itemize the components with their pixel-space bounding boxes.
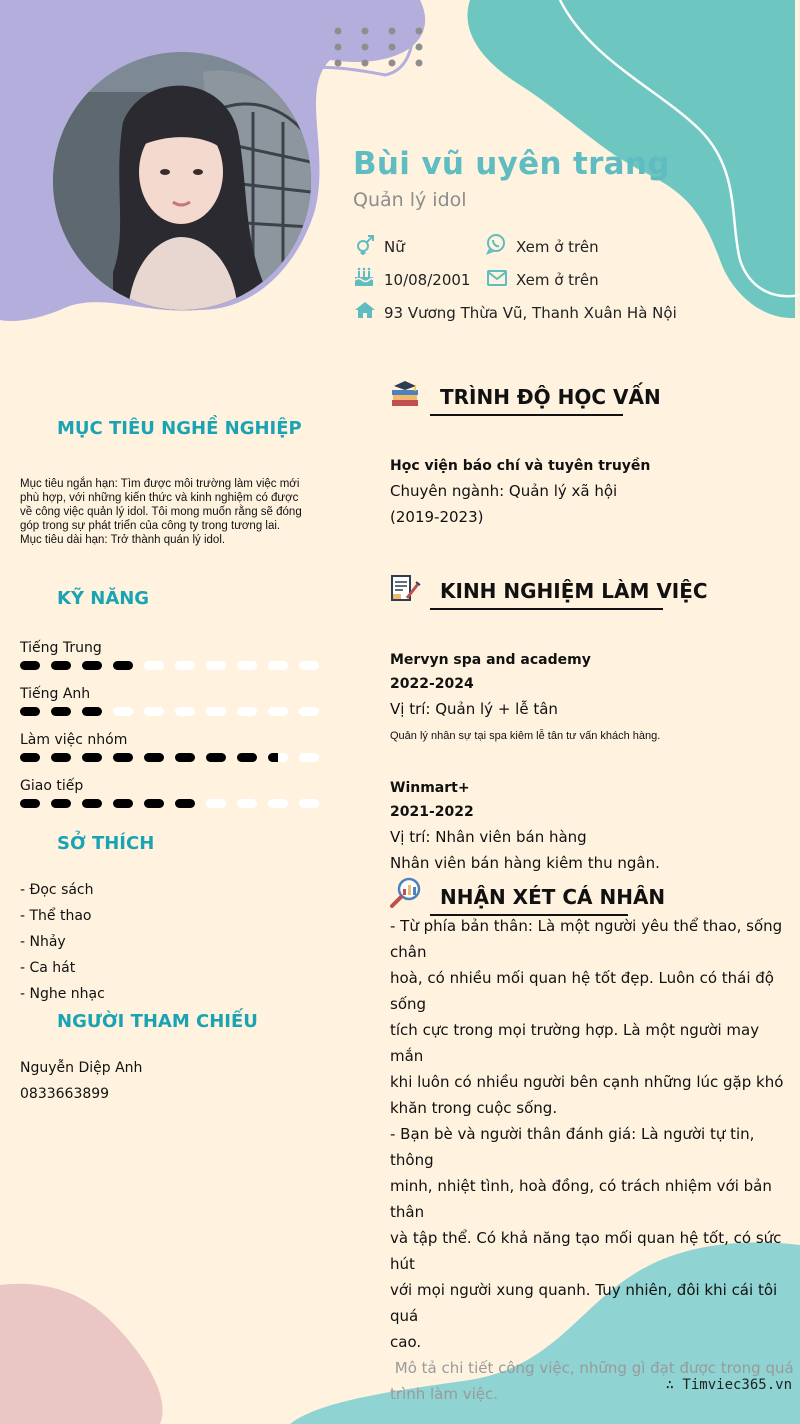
skill-dash	[51, 753, 71, 762]
skill-dash	[268, 707, 288, 716]
skill-dash	[20, 661, 40, 670]
skill-dash	[144, 799, 164, 808]
skill-bar	[20, 753, 320, 763]
hobby-item: - Ca hát	[20, 960, 76, 976]
self-review-line: tích cực trong mọi trường hợp. Là một người may mắn	[390, 1021, 760, 1065]
skill-dash	[237, 707, 257, 716]
skill-dash	[206, 753, 226, 762]
skill-dash	[175, 799, 195, 808]
skill-dash	[175, 661, 195, 670]
hobby-item: - Nghe nhạc	[20, 986, 105, 1002]
education-school: Học viện báo chí và tuyên truyền	[390, 458, 651, 474]
skill-name: Làm việc nhóm	[20, 732, 128, 748]
skill-bar	[20, 707, 320, 717]
self-review-heading: NHẬN XÉT CÁ NHÂN	[440, 885, 666, 909]
job-company: Mervyn spa and academy	[390, 652, 591, 668]
education-major: Chuyên ngành: Quản lý xã hội	[390, 482, 618, 500]
reference-name: Nguyễn Diệp Anh	[20, 1060, 143, 1076]
skill-dash	[113, 753, 133, 762]
skill-dash	[51, 799, 71, 808]
watermark: ∴ Timviec365.vn	[665, 1377, 792, 1393]
self-review-line: - Từ phía bản thân: Là một người yêu thể thao, sống chân	[390, 917, 783, 961]
skill-bar	[20, 661, 320, 671]
skill-dash	[268, 753, 288, 762]
self-review-text	[390, 913, 794, 1407]
career-goal-line: góp trong sự phát triển của công ty trong tương lai.	[20, 520, 281, 532]
self-review-line: và tập thể. Có khả năng tạo mối quan hệ tốt, có sức hút	[390, 1229, 782, 1273]
job-position: Vị trí: Nhân viên bán hàng	[390, 828, 587, 846]
skills-heading: KỸ NĂNG	[57, 588, 150, 609]
references-heading: NGƯỜI THAM CHIẾU	[57, 1011, 258, 1032]
skill-dash	[299, 799, 319, 808]
career-goal-line: về công việc quản lý idol. Tôi mong muốn rằng sẽ đóng	[20, 506, 302, 518]
references-block	[20, 1055, 142, 1107]
skill-dash	[237, 799, 257, 808]
job-period: 2022-2024	[390, 676, 474, 692]
hobbies-list	[20, 877, 105, 1007]
skill-dash	[51, 707, 71, 716]
reference-phone: 0833663899	[20, 1086, 110, 1102]
candidate-name: Bùi vũ uyên trang	[353, 146, 670, 182]
career-goal-line: Mục tiêu ngắn hạn: Tìm được môi trường làm việc mới	[20, 478, 300, 490]
job-period: 2021-2022	[390, 804, 474, 820]
birthday-cake-icon	[353, 266, 375, 288]
email-envelope-icon	[486, 267, 508, 289]
skill-dash	[144, 707, 164, 716]
career-goal-heading: MỤC TIÊU NGHỀ NGHIỆP	[57, 418, 302, 439]
career-goal-line: Mục tiêu dài hạn: Trở thành quán lý idol.	[20, 534, 226, 546]
skill-dash	[206, 707, 226, 716]
skill-dash	[175, 707, 195, 716]
self-review-placeholder: trình làm việc.	[390, 1385, 499, 1403]
address-value: 93 Vương Thừa Vũ, Thanh Xuân Hà Nội	[384, 304, 677, 322]
experience-heading: KINH NGHIỆM LÀM VIỆC	[440, 579, 708, 603]
skill-dash	[82, 753, 102, 762]
email-value: Xem ở trên	[516, 271, 599, 289]
skill-dash	[20, 799, 40, 808]
skill-dash	[268, 799, 288, 808]
hobby-item: - Đọc sách	[20, 882, 94, 898]
education-heading-underline	[430, 414, 623, 416]
self-review-line: minh, nhiệt tình, hoà đồng, có trách nhiệm với bản thân	[390, 1177, 772, 1221]
skill-name: Tiếng Trung	[20, 640, 102, 656]
skill-dash	[20, 707, 40, 716]
hobby-item: - Thể thao	[20, 908, 92, 924]
education-period: (2019-2023)	[390, 508, 484, 526]
skill-dash	[299, 753, 319, 762]
gender-icon	[354, 234, 376, 256]
skill-dash	[206, 799, 226, 808]
self-review-line: với mọi người xung quanh. Tuy nhiên, đôi khi cái tôi quá	[390, 1281, 778, 1325]
career-goal-text	[20, 477, 330, 547]
skill-dash	[82, 799, 102, 808]
skill-dash	[82, 661, 102, 670]
job-company: Winmart+	[390, 780, 470, 796]
self-review-line: cao.	[390, 1333, 422, 1351]
graduation-books-icon	[389, 378, 421, 410]
avatar	[53, 52, 311, 310]
skill-dash	[144, 753, 164, 762]
experience-heading-underline	[430, 608, 663, 610]
skill-dash	[237, 661, 257, 670]
candidate-title: Quản lý idol	[353, 189, 467, 211]
skill-dash	[113, 799, 133, 808]
skill-dash	[237, 753, 257, 762]
skill-dash	[206, 661, 226, 670]
skill-dash	[268, 661, 288, 670]
education-heading: TRÌNH ĐỘ HỌC VẤN	[440, 385, 661, 409]
skill-dash	[20, 753, 40, 762]
pink-blob	[0, 1284, 163, 1424]
job-description: Nhân viên bán hàng kiêm thu ngân.	[390, 854, 660, 872]
work-document-icon	[389, 572, 421, 604]
magnifier-chart-icon	[389, 877, 421, 909]
skill-name: Giao tiếp	[20, 778, 84, 794]
self-review-line: khăn trong cuộc sống.	[390, 1099, 558, 1117]
job-position: Vị trí: Quản lý + lễ tân	[390, 700, 558, 718]
skill-dash	[299, 661, 319, 670]
skill-dash	[113, 661, 133, 670]
phone-value: Xem ở trên	[516, 238, 599, 256]
skill-dash	[175, 753, 195, 762]
job-description: Quản lý nhân sự tại spa kiêm lễ tân tư vấn khách hàng.	[390, 730, 661, 742]
skill-bar	[20, 799, 320, 809]
skill-dash	[299, 707, 319, 716]
skill-dash	[51, 661, 71, 670]
hobby-item: - Nhảy	[20, 934, 66, 950]
skill-dash	[82, 707, 102, 716]
birthday-value: 10/08/2001	[384, 271, 471, 289]
skill-name: Tiếng Anh	[20, 686, 91, 702]
gender-value: Nữ	[384, 238, 405, 256]
hobbies-heading: SỞ THÍCH	[57, 833, 155, 854]
career-goal-line: phù hợp, với những kiến thức và kinh nghiệm có được	[20, 492, 299, 504]
whatsapp-icon	[485, 233, 507, 255]
self-review-line: - Bạn bè và người thân đánh giá: Là người tự tin, thông	[390, 1125, 755, 1169]
skill-dash	[113, 707, 133, 716]
avatar-photo	[53, 52, 311, 310]
self-review-line: hoà, có nhiều mối quan hệ tốt đẹp. Luôn có thái độ sống	[390, 969, 774, 1013]
self-review-line: khi luôn có nhiều người bên cạnh những lúc gặp khó	[390, 1073, 784, 1091]
skill-dash	[144, 661, 164, 670]
self-review-placeholder: Mô tả chi tiết công việc, những gì đạt được trong quá	[390, 1359, 794, 1377]
home-icon	[354, 299, 376, 321]
